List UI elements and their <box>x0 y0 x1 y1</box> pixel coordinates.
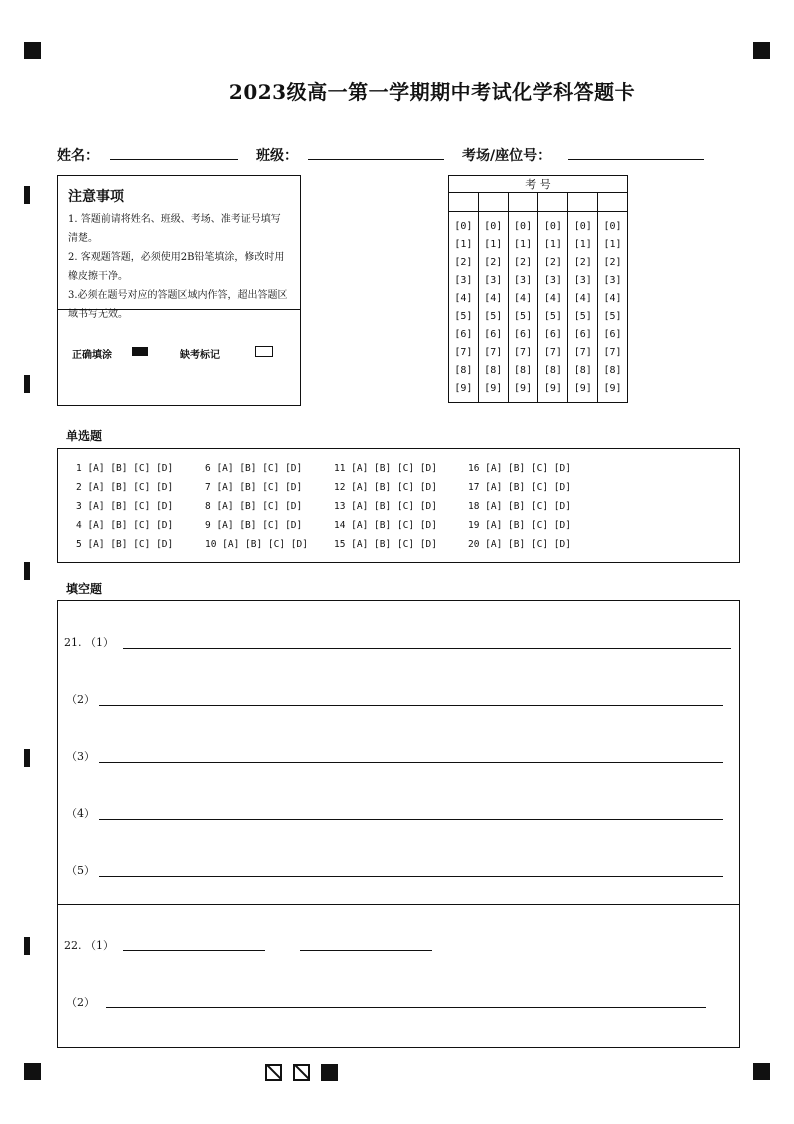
choice-column <box>205 459 308 554</box>
q21-part1-label: 21. （1） <box>64 636 114 649</box>
exam-id-digit-bubble[interactable]: [4] <box>573 293 592 304</box>
choice-question-row[interactable]: 2 [A] [B] [C] [D] <box>76 482 174 493</box>
seat-field[interactable] <box>568 159 704 160</box>
q21-part4-line[interactable] <box>99 819 723 820</box>
exam-id-digit-bubble[interactable]: [0] <box>543 221 562 232</box>
name-field[interactable] <box>110 159 238 160</box>
q21-part2-label: （2） <box>66 693 95 706</box>
q22-box <box>57 904 740 1048</box>
exam-id-digit-bubble[interactable]: [6] <box>514 329 533 340</box>
exam-id-digit-bubble[interactable]: [7] <box>514 347 533 358</box>
exam-id-digit-bubble[interactable]: [9] <box>543 383 562 394</box>
exam-id-digit-bubble[interactable]: [4] <box>484 293 503 304</box>
exam-id-digit-bubble[interactable]: [5] <box>573 311 592 322</box>
page-code-box-filled <box>321 1064 338 1081</box>
class-field[interactable] <box>308 159 444 160</box>
exam-id-digit-bubble[interactable]: [0] <box>603 221 622 232</box>
page-code-box <box>293 1064 310 1081</box>
exam-id-grid <box>448 175 628 403</box>
exam-id-digit-bubble[interactable]: [6] <box>454 329 473 340</box>
timing-mark <box>24 186 30 204</box>
page-title: 2023级高一第一学期期中考试化学科答题卡 <box>228 80 636 104</box>
exam-id-digit-bubble[interactable]: [1] <box>573 239 592 250</box>
exam-id-digit-bubble[interactable]: [8] <box>603 365 622 376</box>
choice-question-row[interactable]: 18 [A] [B] [C] [D] <box>468 501 571 512</box>
page-code-box <box>265 1064 282 1081</box>
notice-box <box>57 175 301 406</box>
choice-question-row[interactable]: 13 [A] [B] [C] [D] <box>334 501 437 512</box>
single-choice-label: 单选题 <box>66 429 103 443</box>
exam-id-digit-bubble[interactable]: [6] <box>573 329 592 340</box>
exam-id-digit-bubble[interactable]: [3] <box>514 275 533 286</box>
exam-id-column <box>537 193 567 402</box>
q22-part2-label: （2） <box>66 996 95 1009</box>
choice-question-row[interactable]: 19 [A] [B] [C] [D] <box>468 520 571 531</box>
q21-box <box>57 600 740 905</box>
exam-id-digit-bubble[interactable]: [7] <box>543 347 562 358</box>
correct-fill-sample <box>132 347 148 356</box>
exam-id-digit-bubble[interactable]: [2] <box>543 257 562 268</box>
choice-column <box>468 459 571 554</box>
exam-id-digit-bubble[interactable]: [4] <box>603 293 622 304</box>
exam-id-column <box>567 193 597 402</box>
exam-id-digit-bubble[interactable]: [3] <box>603 275 622 286</box>
exam-id-digit-bubble[interactable]: [3] <box>454 275 473 286</box>
exam-id-write-cell[interactable] <box>479 193 508 212</box>
exam-id-digit-bubble[interactable]: [1] <box>514 239 533 250</box>
exam-id-digit-bubble[interactable]: [3] <box>573 275 592 286</box>
corner-mark-top-right <box>753 42 770 59</box>
exam-id-digit-bubble[interactable]: [7] <box>454 347 473 358</box>
class-label: 班级： <box>256 148 298 164</box>
exam-id-digit-bubble[interactable]: [9] <box>454 383 473 394</box>
exam-id-digit-bubble[interactable]: [8] <box>514 365 533 376</box>
exam-id-digit-bubble[interactable]: [8] <box>543 365 562 376</box>
exam-id-digit-bubble[interactable]: [6] <box>603 329 622 340</box>
q21-part2-line[interactable] <box>99 705 723 706</box>
absent-mark-box[interactable] <box>255 346 273 357</box>
choice-question-row[interactable]: 6 [A] [B] [C] [D] <box>205 463 303 474</box>
exam-id-write-cell[interactable] <box>449 193 478 212</box>
corner-mark-top-left <box>24 42 41 59</box>
exam-id-digit-bubble[interactable]: [5] <box>603 311 622 322</box>
choice-question-row[interactable]: 3 [A] [B] [C] [D] <box>76 501 174 512</box>
corner-mark-bottom-right <box>753 1063 770 1080</box>
exam-id-digit-bubble[interactable]: [4] <box>454 293 473 304</box>
timing-mark <box>24 937 30 955</box>
exam-id-write-cell[interactable] <box>568 193 597 212</box>
exam-id-digit-bubble[interactable]: [2] <box>484 257 503 268</box>
seat-label: 考场/座位号： <box>462 148 552 164</box>
exam-id-digit-bubble[interactable]: [9] <box>603 383 622 394</box>
q21-part3-line[interactable] <box>99 762 723 763</box>
choice-question-row[interactable]: 5 [A] [B] [C] [D] <box>76 539 174 550</box>
choice-question-row[interactable]: 17 [A] [B] [C] [D] <box>468 482 571 493</box>
exam-id-digit-bubble[interactable]: [1] <box>454 239 473 250</box>
exam-id-digit-bubble[interactable]: [9] <box>484 383 503 394</box>
choice-question-row[interactable]: 14 [A] [B] [C] [D] <box>334 520 437 531</box>
exam-id-column <box>508 193 538 402</box>
timing-mark <box>24 375 30 393</box>
q21-part1-line[interactable] <box>123 648 731 649</box>
timing-mark <box>24 562 30 580</box>
exam-id-digit-bubble[interactable]: [6] <box>543 329 562 340</box>
exam-id-digit-bubble[interactable]: [2] <box>514 257 533 268</box>
exam-id-digit-bubble[interactable]: [9] <box>514 383 533 394</box>
q21-part5-line[interactable] <box>99 876 723 877</box>
exam-id-digit-bubble[interactable]: [7] <box>603 347 622 358</box>
exam-id-digit-bubble[interactable]: [0] <box>514 221 533 232</box>
choice-question-row[interactable]: 11 [A] [B] [C] [D] <box>334 463 437 474</box>
choice-question-row[interactable]: 20 [A] [B] [C] [D] <box>468 539 571 550</box>
exam-id-digit-bubble[interactable]: [4] <box>514 293 533 304</box>
notice-title: 注意事项 <box>68 189 124 205</box>
notice-item: 3.必须在题号对应的答题区域内作答，超出答题区域书写无效。 <box>68 290 288 320</box>
exam-id-digit-bubble[interactable]: [1] <box>484 239 503 250</box>
choice-question-row[interactable]: 7 [A] [B] [C] [D] <box>205 482 303 493</box>
q21-part5-label: （5） <box>66 864 95 877</box>
absent-mark-label: 缺考标记 <box>180 350 220 361</box>
exam-id-column <box>478 193 508 402</box>
choice-question-row[interactable]: 15 [A] [B] [C] [D] <box>334 539 437 550</box>
exam-id-digit-bubble[interactable]: [8] <box>454 365 473 376</box>
choice-column <box>76 459 173 554</box>
choice-question-row[interactable]: 9 [A] [B] [C] [D] <box>205 520 303 531</box>
choice-question-row[interactable]: 4 [A] [B] [C] [D] <box>76 520 174 531</box>
exam-id-digit-bubble[interactable]: [3] <box>484 275 503 286</box>
name-label: 姓名： <box>57 148 99 164</box>
exam-id-digit-bubble[interactable]: [5] <box>543 311 562 322</box>
q22-part1-label: 22. （1） <box>64 939 114 952</box>
choice-question-row[interactable]: 12 [A] [B] [C] [D] <box>334 482 437 493</box>
exam-id-column <box>448 193 478 402</box>
exam-id-digit-bubble[interactable]: [1] <box>543 239 562 250</box>
exam-id-digit-bubble[interactable]: [2] <box>454 257 473 268</box>
q21-part3-label: （3） <box>66 750 95 763</box>
exam-id-digit-bubble[interactable]: [0] <box>484 221 503 232</box>
correct-fill-label: 正确填涂 <box>72 350 112 361</box>
exam-id-write-cell[interactable] <box>538 193 567 212</box>
choice-question-row[interactable]: 16 [A] [B] [C] [D] <box>468 463 571 474</box>
exam-id-header: 考 号 <box>448 175 628 193</box>
exam-id-digit-bubble[interactable]: [2] <box>603 257 622 268</box>
exam-id-digit-bubble[interactable]: [8] <box>573 365 592 376</box>
fill-blank-label: 填空题 <box>66 582 103 596</box>
choice-question-row[interactable]: 10 [A] [B] [C] [D] <box>205 539 308 550</box>
exam-id-digit-bubble[interactable]: [5] <box>484 311 503 322</box>
choice-column <box>334 459 437 554</box>
exam-id-digit-bubble[interactable]: [1] <box>603 239 622 250</box>
q21-part4-label: （4） <box>66 807 95 820</box>
exam-id-write-cell[interactable] <box>598 193 627 212</box>
exam-id-digit-bubble[interactable]: [7] <box>573 347 592 358</box>
exam-id-digit-bubble[interactable]: [0] <box>454 221 473 232</box>
exam-id-write-cell[interactable] <box>509 193 538 212</box>
exam-id-column <box>597 193 628 402</box>
notice-item: 1. 答题前请将姓名、班级、考场、准考证号填写清楚。 <box>68 214 281 244</box>
exam-id-digit-bubble[interactable]: [5] <box>454 311 473 322</box>
exam-id-digit-bubble[interactable]: [0] <box>573 221 592 232</box>
choice-question-row[interactable]: 8 [A] [B] [C] [D] <box>205 501 303 512</box>
exam-id-digit-bubble[interactable]: [2] <box>573 257 592 268</box>
exam-id-digit-bubble[interactable]: [4] <box>543 293 562 304</box>
q22-part1-line-b[interactable] <box>300 950 432 951</box>
exam-id-digit-bubble[interactable]: [7] <box>484 347 503 358</box>
exam-id-digit-bubble[interactable]: [9] <box>573 383 592 394</box>
timing-mark <box>24 749 30 767</box>
exam-id-digit-bubble[interactable]: [3] <box>543 275 562 286</box>
choice-question-row[interactable]: 1 [A] [B] [C] [D] <box>76 463 174 474</box>
exam-id-digit-bubble[interactable]: [6] <box>484 329 503 340</box>
exam-id-digit-bubble[interactable]: [5] <box>514 311 533 322</box>
exam-id-digit-bubble[interactable]: [8] <box>484 365 503 376</box>
notice-item: 2. 客观题答题，必须使用2B铅笔填涂，修改时用橡皮擦干净。 <box>68 252 285 282</box>
corner-mark-bottom-left <box>24 1063 41 1080</box>
q22-part1-line-a[interactable] <box>123 950 265 951</box>
q22-part2-line[interactable] <box>106 1007 706 1008</box>
